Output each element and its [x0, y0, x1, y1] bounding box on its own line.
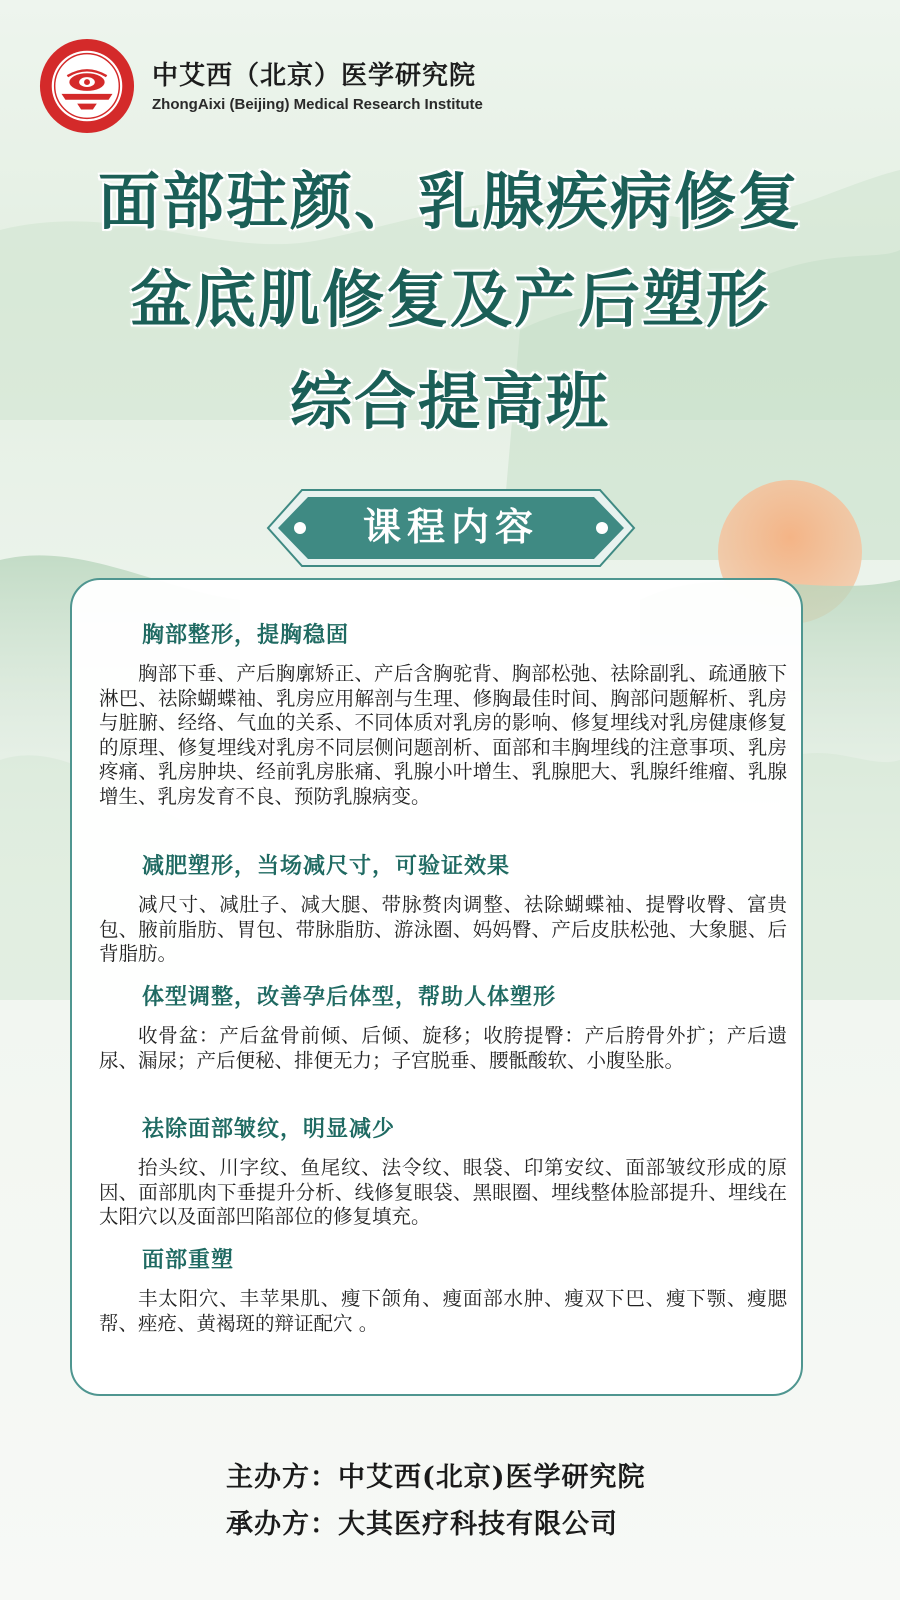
section-title-slimming: 减肥塑形，当场减尺寸，可验证效果 [142, 854, 511, 879]
page-title-line-1: 面部驻颜、乳腺疾病修复 [97, 165, 802, 238]
section-title-face-reshape: 面部重塑 [142, 1248, 235, 1273]
section-body-breast: 胸部下垂、产后胸廓矫正、产后含胸驼背、胸部松弛、祛除副乳、疏通腋下淋巴、祛除蝴蝶袖、乳房应用解剖与生理、修胸最佳时间、胸部问题解析、乳房与脏腑、经络、气血的关系、不同体质对乳房的影响、修复埋线对乳房健康修复的原理、修复埋线对乳房不同层侧问题剖析、面部和丰胸埋线的注意事项、乳房疼痛、乳房肿块、经前乳房胀痛、乳腺小叶增生、乳腺肥大、乳腺纤维瘤、乳腺增生、乳房发育不良、预防乳腺病变。 [99, 662, 787, 808]
section-body-slimming: 减尺寸、减肚子、减大腿、带脉赘肉调整、祛除蝴蝶袖、提臀收臀、富贵包、腋前脂肪、胃包、带脉脂肪、游泳圈、妈妈臀、产后皮肤松弛、大象腿、后背脂肪。 [99, 893, 787, 966]
section-title-wrinkles: 祛除面部皱纹，明显减少 [142, 1117, 396, 1142]
section-title-breast: 胸部整形，提胸稳固 [142, 623, 350, 648]
section-body-wrinkles: 抬头纹、川字纹、鱼尾纹、法令纹、眼袋、印第安纹、面部皱纹形成的原因、面部肌肉下垂提升分析、线修复眼袋、黑眼圈、埋线整体脸部提升、埋线在太阳穴以及面部凹陷部位的修复填充。 [99, 1156, 787, 1229]
section-body-face-reshape: 丰太阳穴、丰苹果肌、瘦下颌角、瘦面部水肿、瘦双下巴、瘦下颚、瘦腮帮、痤疮、黄褐斑的辩证配穴 。 [99, 1287, 787, 1335]
page-title-line-2: 盆底肌修复及产后塑形 [129, 263, 770, 336]
page-title-line-3: 综合提高班 [289, 365, 610, 438]
logo-seal-icon [38, 37, 136, 135]
section-body-body-shape: 收骨盆：产后盆骨前倾、后倾、旋移；收胯提臀：产后胯骨外扩；产后遗尿、漏尿；产后便秘、排便无力；子宫脱垂、腰骶酸软、小腹坠胀。 [99, 1024, 787, 1072]
institute-name-cn: 中艾西（北京）医学研究院 [152, 61, 477, 91]
organizer-line: 主办方：中艾西(北京)医学研究院 [226, 1462, 646, 1493]
section-badge-label: 课程内容 [362, 505, 539, 549]
institute-name-en: ZhongAixi (Beijing) Medical Research Institute [152, 96, 483, 113]
section-title-body-shape: 体型调整，改善孕后体型，帮助人体塑形 [142, 985, 557, 1010]
co-organizer-line: 承办方：大其医疗科技有限公司 [226, 1509, 618, 1540]
